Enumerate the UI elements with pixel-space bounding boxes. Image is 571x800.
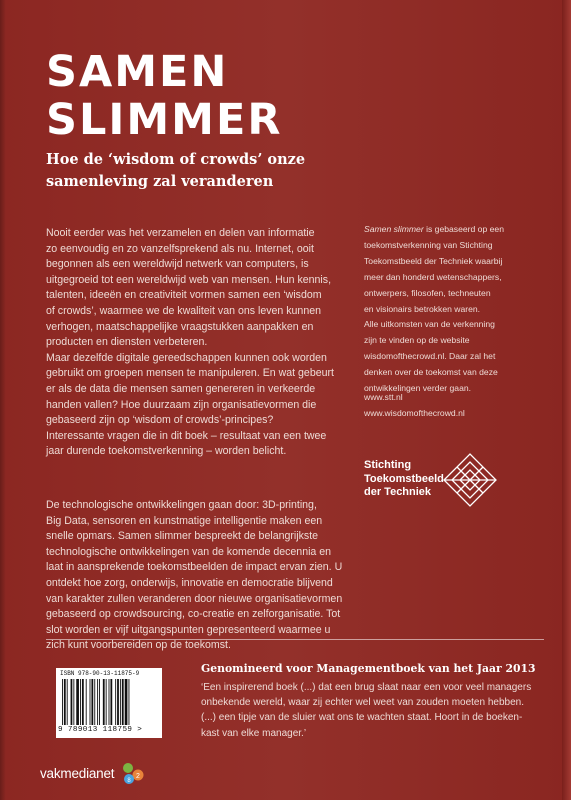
- barcode-bar: [110, 679, 112, 725]
- sidebar-line: Alle uitkomsten van de verkenning: [364, 319, 495, 330]
- svg-text:2: 2: [136, 773, 140, 780]
- blurb-line: slot worden er vijf uitgangspunten gepresenteerd waarmee u: [46, 623, 331, 636]
- cover-edge: [562, 0, 571, 800]
- blurb-line: producten en diensten verbeteren.: [46, 336, 208, 349]
- link-wisdomofthecrowd[interactable]: www.wisdomofthecrowd.nl: [364, 407, 465, 418]
- barcode-bar: [97, 679, 98, 725]
- blurb-line: gebaseerd op crowdsourcing, co-creatie en zelforganisatie. Tot: [46, 608, 341, 621]
- title-line: SAMEN: [46, 47, 229, 97]
- blurb-line: zich kunt voorbereiden op de toekomst.: [46, 639, 231, 652]
- quote-line: kast van elke manager.’: [201, 727, 307, 739]
- blurb-line: Big Data, sensoren en kunstmatige intelligentie maken een: [46, 514, 323, 527]
- stt-name-line: Stichting: [364, 459, 412, 471]
- barcode-bar: [71, 679, 73, 725]
- stt-name-line: der Techniek: [364, 486, 432, 498]
- barcode-bar: [94, 679, 95, 725]
- blurb-line: gebruikt om groepen mensen te manipuleren. En wat gebeurt: [46, 367, 334, 380]
- sidebar-links: [364, 390, 465, 422]
- blurb-line: gebaseerd zijn op ‘wisdom of crowds’-principes?: [46, 414, 274, 427]
- sidebar-line: denken over de toekomst van deze: [364, 367, 498, 378]
- quote-line: ‘Een inspirerend boek (...) dat een brug slaat naar een voor veel managers: [201, 682, 532, 693]
- nomination-title: Genomineerd voor Managementboek van het Jaar 2013: [201, 662, 536, 675]
- stt-triangle-logo-icon: [442, 452, 498, 508]
- link-stt[interactable]: www.stt.nl: [364, 392, 403, 402]
- barcode-bar: [82, 679, 84, 725]
- blurb-line: talenten, ideeën en creativiteit vormen samen een ‘wisdom: [46, 289, 322, 302]
- blurb-paragraph-1: [46, 226, 344, 460]
- blurb-line: technologische ontwikkelingen van de komende decennia en: [46, 545, 332, 558]
- blurb-line: of crowds’, waarmee we de kwaliteit van ons leven kunnen: [46, 304, 321, 317]
- barcode-bar: [115, 679, 116, 725]
- book-title: [46, 48, 282, 144]
- barcode-digits: 9 789013 118759 >: [58, 726, 143, 734]
- isbn-label: ISBN 978-90-13-11875-9: [60, 670, 140, 677]
- barcode-bar: [64, 679, 66, 725]
- blurb-line: uitgegroeid tot een wereldwijd web van mensen. Hun kennis,: [46, 273, 332, 286]
- book-subtitle: [46, 149, 466, 193]
- sidebar-line: ontwerpers, filosofen, techneuten: [364, 287, 491, 298]
- blurb-line: begonnen als een wereldwijd netwerk van computers, is: [46, 258, 309, 271]
- sidebar-line: Samen slimmer is gebaseerd op een: [364, 224, 504, 234]
- sidebar-line: Toekomstbeeld der Techniek waarbij: [364, 255, 503, 266]
- barcode-bar: [73, 679, 74, 725]
- barcode-bar: [67, 679, 68, 725]
- stt-name-line: Toekomstbeeld: [364, 472, 444, 485]
- quote-line: onbekende wereld, waar zij echter wel weet van zouden moeten hebben.: [201, 697, 524, 709]
- blurb-paragraph-2: [46, 498, 344, 654]
- barcode-bar: [125, 679, 128, 725]
- barcode-bar: [99, 679, 100, 725]
- barcode-bar: [91, 679, 93, 725]
- barcode-bar: [117, 679, 119, 725]
- nomination-quote: [201, 680, 531, 741]
- barcode-bar: [80, 679, 81, 725]
- sidebar-line: wisdomofthecrowd.nl. Daar zal het: [364, 351, 496, 362]
- blurb-line: handen vallen? Hoe duurzaam zijn organisatievormen die: [46, 398, 317, 411]
- blurb-line: De technologische ontwikkelingen gaan door: 3D-printing,: [46, 499, 317, 511]
- barcode-bars: [62, 679, 156, 725]
- barcode-bar: [122, 679, 124, 725]
- quote-line: (...) een tipje van de sluier wat ons te wachten staat. Hoort in de boeken-: [201, 712, 523, 724]
- barcode-bar: [62, 679, 63, 725]
- barcode-bar: [76, 679, 79, 725]
- spine-shadow: [0, 0, 6, 800]
- blurb-line: laat in aansprekende toekomstbeelden de impact ervan zien. U: [46, 561, 343, 574]
- blurb-line: zo eenvoudig en zo vanzelfsprekend als nu. Internet, ooit: [46, 242, 314, 255]
- sidebar-line: ontwikkelingen verder gaan.: [364, 383, 472, 394]
- svg-text:8: 8: [127, 778, 131, 784]
- barcode-bar: [120, 679, 121, 725]
- blurb-line: van karakter zullen veranderen door nieuwe organisatievormen: [46, 592, 343, 605]
- subtitle-line: Hoe de ‘wisdom of crowds’ onze: [46, 151, 306, 168]
- sidebar-line: meer dan honderd wetenschappers,: [364, 271, 502, 282]
- blurb-line: snelle opmars. Samen slimmer bespreekt de belangrijkste: [46, 530, 319, 543]
- blurb-line: Maar dezelfde digitale gereedschappen kunnen ook worden: [46, 351, 327, 364]
- blurb-line: jaar durende toekomstverkenning – worden belicht.: [46, 445, 287, 458]
- sidebar-line: toekomstverkenning van Stichting: [364, 239, 493, 250]
- publisher-logo: vakmedianet: [40, 766, 115, 781]
- sidebar-line: en visionairs betrokken waren.: [364, 303, 481, 314]
- isbn-barcode: [56, 668, 162, 738]
- subtitle-line: samenleving zal veranderen: [46, 173, 274, 190]
- barcode-bar: [86, 679, 87, 725]
- barcode-bar: [106, 679, 107, 725]
- blurb-line: ontdekt hoe zorg, onderwijs, innovatie en democratie blijvend: [46, 576, 333, 589]
- title-line: SLIMMER: [46, 95, 283, 145]
- section-divider: [46, 639, 544, 640]
- sidebar-book-title: Samen slimmer: [364, 224, 424, 234]
- barcode-bar: [129, 679, 130, 725]
- blurb-line: verhogen, maatschappelijke vraagstukken aanpakken en: [46, 320, 314, 333]
- publisher-dots-icon: [121, 761, 145, 785]
- blurb-line: Interessante vragen die in dit boek – resultaat van een twee: [46, 429, 327, 442]
- blurb-line: er als de data die mensen samen genereren in verkeerde: [46, 382, 316, 395]
- sidebar-description: [364, 222, 544, 397]
- sidebar-line: zijn te vinden op de website: [364, 335, 470, 346]
- barcode-bar: [103, 679, 105, 725]
- stt-organization-name: [364, 459, 444, 500]
- barcode-bar: [109, 679, 110, 725]
- blurb-line: Nooit eerder was het verzamelen en delen van informatie: [46, 227, 315, 239]
- barcode-bar: [90, 679, 91, 725]
